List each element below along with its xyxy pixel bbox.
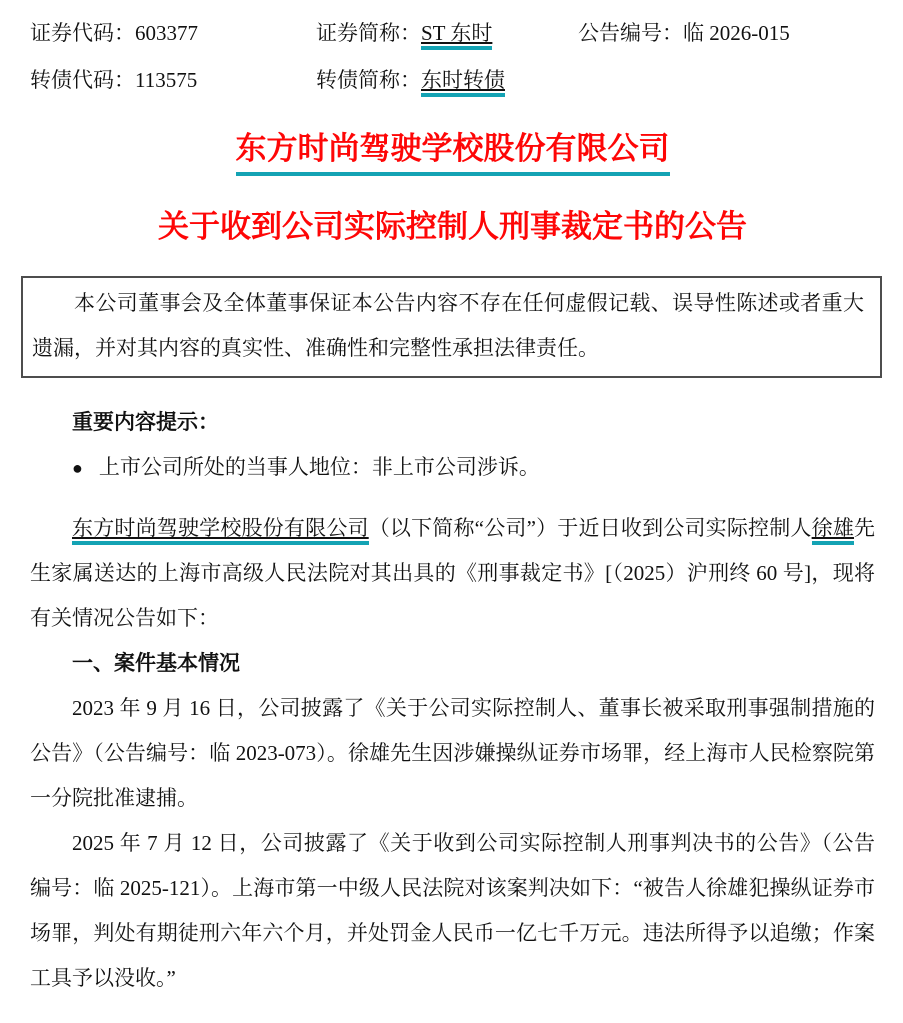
bond-name-label: 转债简称： xyxy=(316,68,421,92)
company-title-text: 东方时尚驾驶学校股份有限公司 xyxy=(236,129,670,176)
stock-code-field xyxy=(30,10,316,57)
section1-paragraph-1: 2023 年 9 月 16 日，公司披露了《关于公司实际控制人、董事长被采取刑事强制措施的公告》（公告编号：临 2023-073）。徐雄先生因涉嫌操纵证券市场罪，经上海市人民检察院第一分院批准逮捕。 xyxy=(30,696,875,810)
section1-paragraph-2: 2025 年 7 月 12 日，公司披露了《关于收到公司实际控制人刑事判决书的公告》（公告编号：临 2025-121）。上海市第一中级人民法院对该案判决如下：“被告人徐雄犯操纵证券市场罪，判处有期徒刑六年六个月，并处罚金人民币一亿七千万元。违法所得予以追缴；作案工具予以没收。” xyxy=(30,831,875,990)
disclaimer-box xyxy=(21,276,882,378)
notice-number-field xyxy=(578,10,875,57)
stock-name-highlight: ST 东时 xyxy=(421,21,492,50)
intro-paragraph xyxy=(30,506,875,641)
important-heading: 重要内容提示： xyxy=(72,411,219,434)
header-row-bond xyxy=(30,57,875,104)
intro-middle-text: （以下简称“公司”）于近日收到公司实际控制人 xyxy=(368,516,812,540)
stock-code-value: 603377 xyxy=(135,21,198,45)
important-bullet-text: 上市公司所处的当事人地位：非上市公司涉诉。 xyxy=(98,455,540,479)
bond-code-label: 转债代码： xyxy=(30,68,135,92)
notice-number-label: 公告编号： xyxy=(578,21,683,45)
stock-code-label: 证券代码： xyxy=(30,21,135,45)
bond-code-field xyxy=(30,57,316,104)
company-title xyxy=(30,129,875,176)
header-row-stock xyxy=(30,10,875,57)
announcement-title: 关于收到公司实际控制人刑事裁定书的公告 xyxy=(158,209,747,244)
company-name-highlight: 东方时尚驾驶学校股份有限公司 xyxy=(72,516,369,545)
disclaimer-text: 本公司董事会及全体董事保证本公告内容不存在任何虚假记载、误导性陈述或者重大遗漏，并对其内容的真实性、准确性和完整性承担法律责任。 xyxy=(32,291,864,360)
stock-name-label: 证券简称： xyxy=(316,21,421,45)
stock-name-field xyxy=(316,10,578,57)
header-spacer xyxy=(578,57,875,104)
intro-tail-text: 先生家属送达的上海市高级人民法院对其出具的《刑事裁定书》[（2025）沪刑终 60 号]，现将有关情况公告如下： xyxy=(30,516,876,630)
bond-code-value: 113575 xyxy=(135,68,198,92)
bond-name-field xyxy=(316,57,578,104)
person-name-highlight: 徐雄 xyxy=(812,516,854,545)
bullet-icon: ● xyxy=(72,458,83,478)
section1-heading: 一、案件基本情况 xyxy=(72,652,240,675)
bond-name-highlight: 东时转债 xyxy=(421,68,505,97)
notice-number-value: 临 2026-015 xyxy=(683,21,790,45)
important-bullet-item xyxy=(30,445,875,491)
